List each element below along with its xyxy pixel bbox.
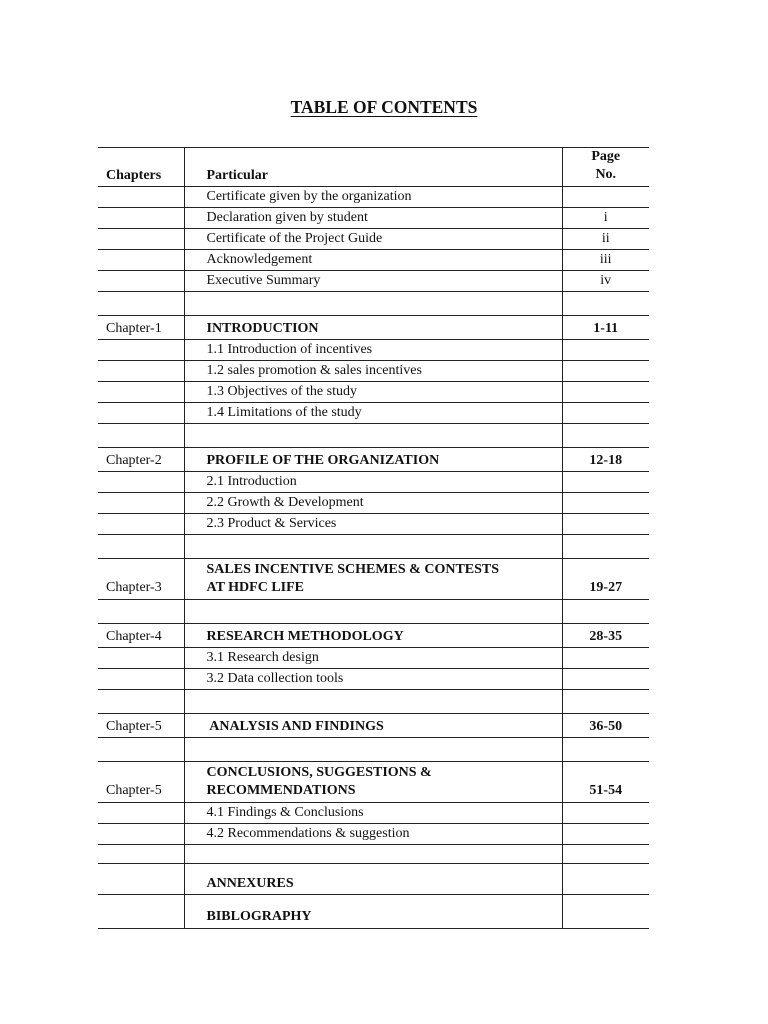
- chapter-cell: Chapter-2: [98, 448, 184, 472]
- table-row: [98, 559, 649, 600]
- particular-cell: 4.2 Recommendations & suggestion: [184, 824, 562, 845]
- chapter-cell: [98, 187, 184, 208]
- particular-line2: AT HDFC LIFE: [206, 580, 304, 595]
- header-chapters: Chapters: [98, 148, 184, 187]
- particular-cell: Certificate of the Project Guide: [184, 229, 562, 250]
- particular-cell: Executive Summary: [184, 271, 562, 292]
- table-row: [98, 250, 649, 271]
- table-row: [98, 187, 649, 208]
- page-cell: 28-35: [562, 624, 649, 648]
- table-row: [98, 229, 649, 250]
- spacer-row: [98, 600, 649, 624]
- table-row: [98, 824, 649, 845]
- chapter-cell: [98, 864, 184, 895]
- table-row: [98, 271, 649, 292]
- spacer-row: [98, 690, 649, 714]
- table-row: [98, 208, 649, 229]
- table-row: [98, 340, 649, 361]
- chapter-cell: [98, 514, 184, 535]
- page-cell: [562, 493, 649, 514]
- page-cell: [562, 472, 649, 493]
- table-row: [98, 316, 649, 340]
- table-row: [98, 448, 649, 472]
- chapter-cell: [98, 824, 184, 845]
- table-row: [98, 864, 649, 895]
- particular-cell: Certificate given by the organization: [184, 187, 562, 208]
- particular-cell: 2.1 Introduction: [184, 472, 562, 493]
- particular-cell: 2.3 Product & Services: [184, 514, 562, 535]
- particular-cell: [184, 559, 562, 600]
- chapter-cell: [98, 648, 184, 669]
- particular-cell: Declaration given by student: [184, 208, 562, 229]
- page-cell: 12-18: [562, 448, 649, 472]
- page-cell: [562, 864, 649, 895]
- page-cell: iv: [562, 271, 649, 292]
- page-cell: [562, 187, 649, 208]
- chapter-cell: [98, 208, 184, 229]
- particular-cell: 1.2 sales promotion & sales incentives: [184, 361, 562, 382]
- table-row: [98, 895, 649, 929]
- page-cell: [562, 340, 649, 361]
- chapter-cell: [98, 472, 184, 493]
- particular-cell: 1.1 Introduction of incentives: [184, 340, 562, 361]
- chapter-cell: [98, 669, 184, 690]
- header-page-line1: Page: [591, 149, 621, 164]
- particular-cell: 1.3 Objectives of the study: [184, 382, 562, 403]
- particular-cell: 4.1 Findings & Conclusions: [184, 803, 562, 824]
- chapter-cell: [98, 493, 184, 514]
- spacer-row: [98, 738, 649, 762]
- chapter-cell: [98, 382, 184, 403]
- page-cell: [562, 361, 649, 382]
- particular-cell: ANALYSIS AND FINDINGS: [184, 714, 562, 738]
- table-row: [98, 361, 649, 382]
- spacer-row: [98, 845, 649, 864]
- page-cell: [562, 648, 649, 669]
- chapter-cell: [98, 229, 184, 250]
- table-row: [98, 382, 649, 403]
- page-cell: [562, 382, 649, 403]
- page-cell: 19-27: [562, 559, 649, 600]
- page-cell: [562, 803, 649, 824]
- particular-cell: RESEARCH METHODOLOGY: [184, 624, 562, 648]
- chapter-cell: Chapter-1: [98, 316, 184, 340]
- table-row: [98, 762, 649, 803]
- spacer-row: [98, 535, 649, 559]
- spacer-row: [98, 292, 649, 316]
- chapter-cell: [98, 250, 184, 271]
- chapter-cell: [98, 271, 184, 292]
- page-cell: [562, 669, 649, 690]
- particular-cell: 2.2 Growth & Development: [184, 493, 562, 514]
- particular-cell: BIBLOGRAPHY: [184, 895, 562, 929]
- chapter-cell: [98, 895, 184, 929]
- table-row: [98, 803, 649, 824]
- page-cell: i: [562, 208, 649, 229]
- header-page-line2: No.: [595, 167, 617, 182]
- particular-cell: Acknowledgement: [184, 250, 562, 271]
- contents-table: [98, 147, 649, 929]
- table-row: [98, 514, 649, 535]
- table-row: [98, 714, 649, 738]
- page-cell: [562, 895, 649, 929]
- particular-cell: [184, 762, 562, 803]
- spacer-row: [98, 424, 649, 448]
- chapter-cell: [98, 361, 184, 382]
- particular-line2: RECOMMENDATIONS: [206, 783, 356, 798]
- page-cell: 51-54: [562, 762, 649, 803]
- particular-line1: SALES INCENTIVE SCHEMES & CONTESTS: [206, 562, 500, 577]
- page-cell: iii: [562, 250, 649, 271]
- header-row: [98, 148, 649, 187]
- particular-cell: ANNEXURES: [184, 864, 562, 895]
- chapter-cell: Chapter-5: [98, 762, 184, 803]
- table-row: [98, 472, 649, 493]
- table-row: [98, 669, 649, 690]
- header-page-no: [562, 148, 649, 187]
- chapter-cell: [98, 403, 184, 424]
- page-cell: 36-50: [562, 714, 649, 738]
- page-cell: [562, 824, 649, 845]
- chapter-cell: [98, 803, 184, 824]
- table-row: [98, 648, 649, 669]
- particular-cell: 1.4 Limitations of the study: [184, 403, 562, 424]
- table-row: [98, 493, 649, 514]
- page-cell: ii: [562, 229, 649, 250]
- chapter-cell: Chapter-5: [98, 714, 184, 738]
- document-title-text: TABLE OF CONTENTS: [290, 97, 478, 117]
- chapter-cell: [98, 340, 184, 361]
- particular-cell: 3.1 Research design: [184, 648, 562, 669]
- table-row: [98, 403, 649, 424]
- particular-cell: PROFILE OF THE ORGANIZATION: [184, 448, 562, 472]
- document-title: [0, 97, 768, 118]
- page-cell: 1-11: [562, 316, 649, 340]
- header-particular: Particular: [184, 148, 562, 187]
- page-cell: [562, 403, 649, 424]
- particular-line1: CONCLUSIONS, SUGGESTIONS &: [206, 765, 432, 780]
- chapter-cell: Chapter-4: [98, 624, 184, 648]
- table-row: [98, 624, 649, 648]
- chapter-cell: Chapter-3: [98, 559, 184, 600]
- particular-cell: 3.2 Data collection tools: [184, 669, 562, 690]
- page-cell: [562, 514, 649, 535]
- particular-cell: INTRODUCTION: [184, 316, 562, 340]
